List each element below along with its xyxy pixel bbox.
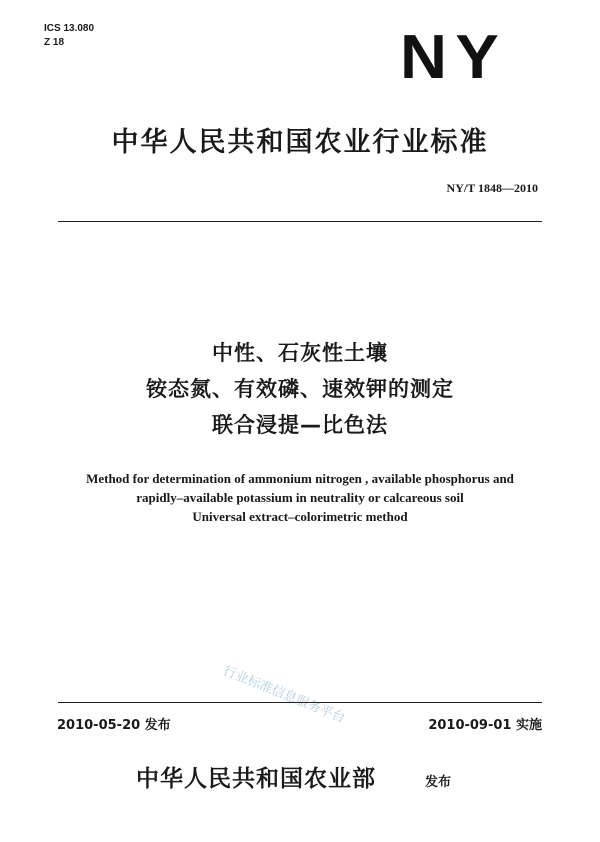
publisher-suffix: 发布 — [425, 775, 452, 790]
ccs-code: Z 18 — [44, 37, 65, 48]
title-zh-line1: 中性、石灰性土壤 — [212, 341, 388, 365]
ics-code: ICS 13.080 — [44, 23, 95, 34]
title-zh-line3: 联合浸提—比色法 — [212, 413, 388, 437]
ny-logo: NY — [400, 23, 508, 92]
bottom-divider — [58, 702, 542, 703]
implementation-date: 2010-09-01 实施 — [428, 718, 542, 733]
title-en-line3: Universal extract–colorimetric method — [192, 509, 408, 524]
title-en-line2: rapidly–available potassium in neutrality or calcareous soil — [136, 490, 464, 505]
title-zh-line2: 铵态氮、有效磷、速效钾的测定 — [146, 377, 454, 401]
publisher-name: 中华人民共和国农业部 — [136, 766, 376, 792]
watermark: 行业标准信息服务平台 — [220, 663, 348, 727]
classification-codes — [44, 22, 94, 50]
org-title: 中华人民共和国农业行业标准 — [111, 127, 489, 158]
issue-date: 2010-05-20 发布 — [57, 718, 171, 733]
top-divider — [58, 221, 542, 222]
standard-number: NY/T 1848—2010 — [446, 181, 538, 195]
title-en-line1: Method for determination of ammonium nitrogen , available phosphorus and — [86, 471, 514, 486]
